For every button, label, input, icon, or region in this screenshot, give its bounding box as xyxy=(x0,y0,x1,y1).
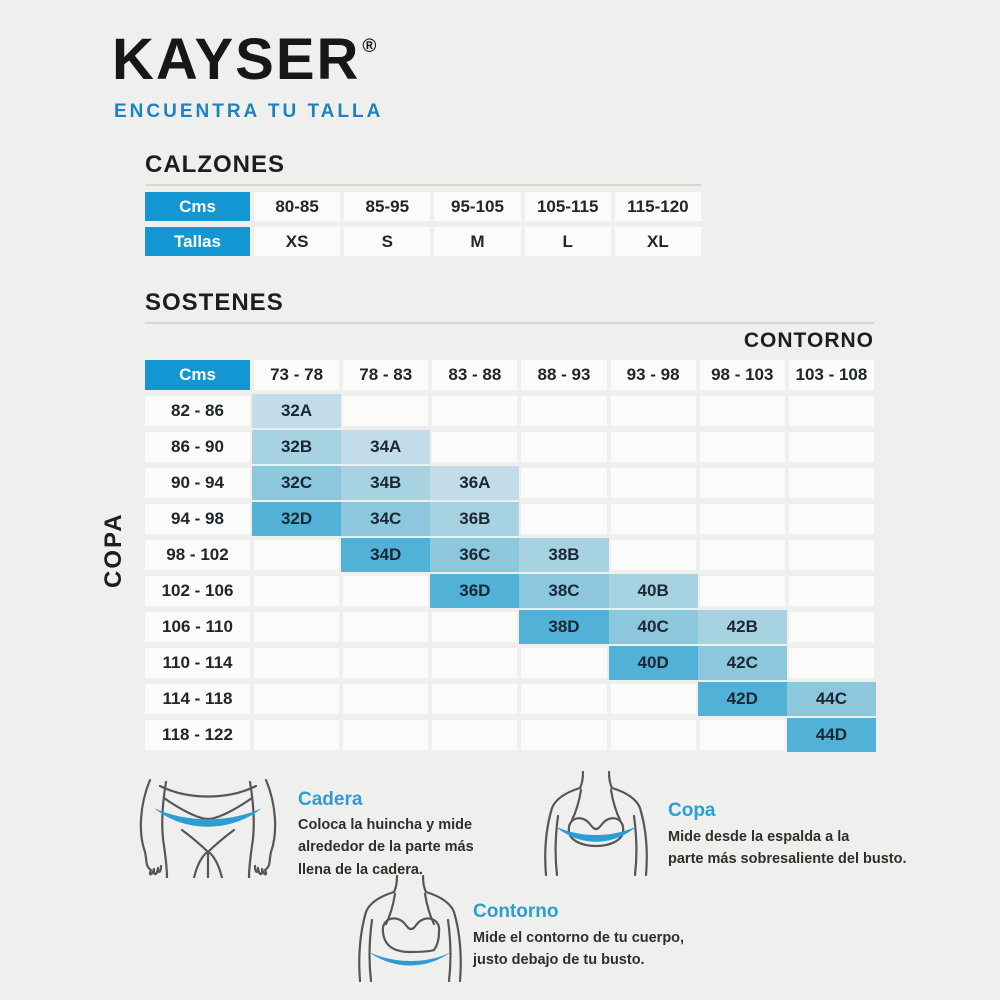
calzones-size-cell: L xyxy=(525,227,611,256)
bra-size-cell: 34A xyxy=(341,430,430,464)
empty-cell xyxy=(521,720,606,750)
empty-cell xyxy=(521,396,606,426)
copa-figure-icon xyxy=(538,770,654,876)
empty-cell xyxy=(789,540,874,570)
copa-legend-text xyxy=(668,826,907,871)
cadera-legend-line: Coloca la huincha y mide xyxy=(298,817,473,833)
bra-size-cell: 36A xyxy=(430,466,519,500)
empty-cell xyxy=(432,648,517,678)
empty-cell xyxy=(521,432,606,462)
copa-range-cell: 118 - 122 xyxy=(145,720,250,750)
bra-size-cell: 34D xyxy=(341,538,430,572)
empty-cell xyxy=(432,612,517,642)
copa-axis-label: COPA xyxy=(100,512,127,588)
empty-cell xyxy=(700,432,785,462)
cadera-legend-line: llena de la cadera. xyxy=(298,861,423,878)
copa-range-cell: 106 - 110 xyxy=(145,612,250,642)
empty-cell xyxy=(700,504,785,534)
calzones-row-header: Tallas xyxy=(145,227,250,256)
bra-size-cell: 40C xyxy=(609,610,698,644)
calzones-size-cell: 85-95 xyxy=(344,192,430,221)
copa-range-cell: 114 - 118 xyxy=(145,684,250,714)
empty-cell xyxy=(789,504,874,534)
empty-cell xyxy=(611,396,696,426)
empty-cell xyxy=(254,648,339,678)
calzones-size-cell: 80-85 xyxy=(254,192,340,221)
brand-logo xyxy=(112,26,379,93)
contorno-range-cell: 88 - 93 xyxy=(521,360,606,390)
brand-tagline: ENCUENTRA TU TALLA xyxy=(114,101,384,122)
contorno-legend-line: Mide el contorno de tu cuerpo, xyxy=(473,930,685,946)
sostenes-divider xyxy=(145,322,874,324)
contorno-range-cell: 83 - 88 xyxy=(432,360,517,390)
contorno-legend-title: Contorno xyxy=(473,901,559,922)
contorno-range-cell: 93 - 98 xyxy=(611,360,696,390)
empty-cell xyxy=(611,468,696,498)
bra-size-cell: 38B xyxy=(519,538,608,572)
empty-cell xyxy=(254,684,339,714)
contorno-range-cell: 98 - 103 xyxy=(700,360,785,390)
empty-cell xyxy=(789,648,874,678)
contorno-axis-label: CONTORNO xyxy=(743,329,874,352)
copa-range-cell: 102 - 106 xyxy=(145,576,250,606)
empty-cell xyxy=(789,432,874,462)
empty-cell xyxy=(254,540,339,570)
empty-cell xyxy=(254,612,339,642)
empty-cell xyxy=(521,504,606,534)
empty-cell xyxy=(343,684,428,714)
copa-range-cell: 94 - 98 xyxy=(145,504,250,534)
bra-size-cell: 40B xyxy=(609,574,698,608)
empty-cell xyxy=(254,720,339,750)
empty-cell xyxy=(432,684,517,714)
cadera-figure-icon xyxy=(124,776,292,878)
empty-cell xyxy=(432,432,517,462)
bra-size-cell: 34C xyxy=(341,502,430,536)
empty-cell xyxy=(254,576,339,606)
empty-cell xyxy=(789,468,874,498)
empty-cell xyxy=(521,684,606,714)
registered-trademark-icon: ® xyxy=(362,36,379,57)
empty-cell xyxy=(700,720,785,750)
empty-cell xyxy=(521,468,606,498)
bra-size-cell: 36D xyxy=(430,574,519,608)
empty-cell xyxy=(343,720,428,750)
empty-cell xyxy=(611,720,696,750)
calzones-size-cell: 115-120 xyxy=(615,192,701,221)
copa-legend-title: Copa xyxy=(668,800,716,821)
cadera-legend-title: Cadera xyxy=(298,789,363,810)
calzones-divider xyxy=(145,184,701,186)
bra-size-cell: 42D xyxy=(698,682,787,716)
empty-cell xyxy=(343,396,428,426)
empty-cell xyxy=(432,396,517,426)
copa-legend-line: parte más sobresaliente del busto. xyxy=(668,851,907,868)
empty-cell xyxy=(789,612,874,642)
empty-cell xyxy=(700,468,785,498)
empty-cell xyxy=(343,648,428,678)
bra-size-cell: 44D xyxy=(787,718,876,752)
calzones-row-header: Cms xyxy=(145,192,250,221)
sostenes-cms-header: Cms xyxy=(145,360,250,390)
empty-cell xyxy=(611,432,696,462)
empty-cell xyxy=(700,576,785,606)
empty-cell xyxy=(700,396,785,426)
sostenes-section-title: SOSTENES xyxy=(145,289,284,316)
empty-cell xyxy=(432,720,517,750)
copa-legend-line: Mide desde la espalda a la xyxy=(668,829,850,845)
calzones-size-cell: M xyxy=(434,227,520,256)
calzones-size-cell: 95-105 xyxy=(434,192,520,221)
empty-cell xyxy=(789,576,874,606)
calzones-table xyxy=(145,192,701,256)
calzones-size-cell: 105-115 xyxy=(525,192,611,221)
empty-cell xyxy=(611,540,696,570)
contorno-range-cell: 73 - 78 xyxy=(254,360,339,390)
calzones-size-cell: XL xyxy=(615,227,701,256)
contorno-range-cell: 103 - 108 xyxy=(789,360,874,390)
empty-cell xyxy=(521,648,606,678)
bra-size-cell: 42B xyxy=(698,610,787,644)
cadera-legend-text xyxy=(298,814,474,881)
brand-logo-text: KAYSER xyxy=(112,27,361,92)
copa-range-cell: 110 - 114 xyxy=(145,648,250,678)
empty-cell xyxy=(343,612,428,642)
empty-cell xyxy=(611,504,696,534)
contorno-legend-line: justo debajo de tu busto. xyxy=(473,952,645,969)
sostenes-table xyxy=(145,360,874,750)
contorno-range-cell: 78 - 83 xyxy=(343,360,428,390)
cadera-legend-line: alrededor de la parte más xyxy=(298,839,474,856)
bra-size-cell: 40D xyxy=(609,646,698,680)
calzones-size-cell: S xyxy=(344,227,430,256)
bra-size-cell: 32D xyxy=(252,502,341,536)
contorno-figure-icon xyxy=(350,874,470,982)
bra-size-cell: 44C xyxy=(787,682,876,716)
copa-range-cell: 86 - 90 xyxy=(145,432,250,462)
bra-size-cell: 36B xyxy=(430,502,519,536)
calzones-section-title: CALZONES xyxy=(145,151,285,178)
bra-size-cell: 32C xyxy=(252,466,341,500)
contorno-legend-text xyxy=(473,927,684,972)
empty-cell xyxy=(789,396,874,426)
copa-range-cell: 82 - 86 xyxy=(145,396,250,426)
bra-size-cell: 34B xyxy=(341,466,430,500)
empty-cell xyxy=(343,576,428,606)
bra-size-cell: 32A xyxy=(252,394,341,428)
bra-size-cell: 38C xyxy=(519,574,608,608)
bra-size-cell: 38D xyxy=(519,610,608,644)
copa-range-cell: 98 - 102 xyxy=(145,540,250,570)
bra-size-cell: 32B xyxy=(252,430,341,464)
empty-cell xyxy=(611,684,696,714)
empty-cell xyxy=(700,540,785,570)
bra-size-cell: 42C xyxy=(698,646,787,680)
copa-range-cell: 90 - 94 xyxy=(145,468,250,498)
calzones-size-cell: XS xyxy=(254,227,340,256)
bra-size-cell: 36C xyxy=(430,538,519,572)
